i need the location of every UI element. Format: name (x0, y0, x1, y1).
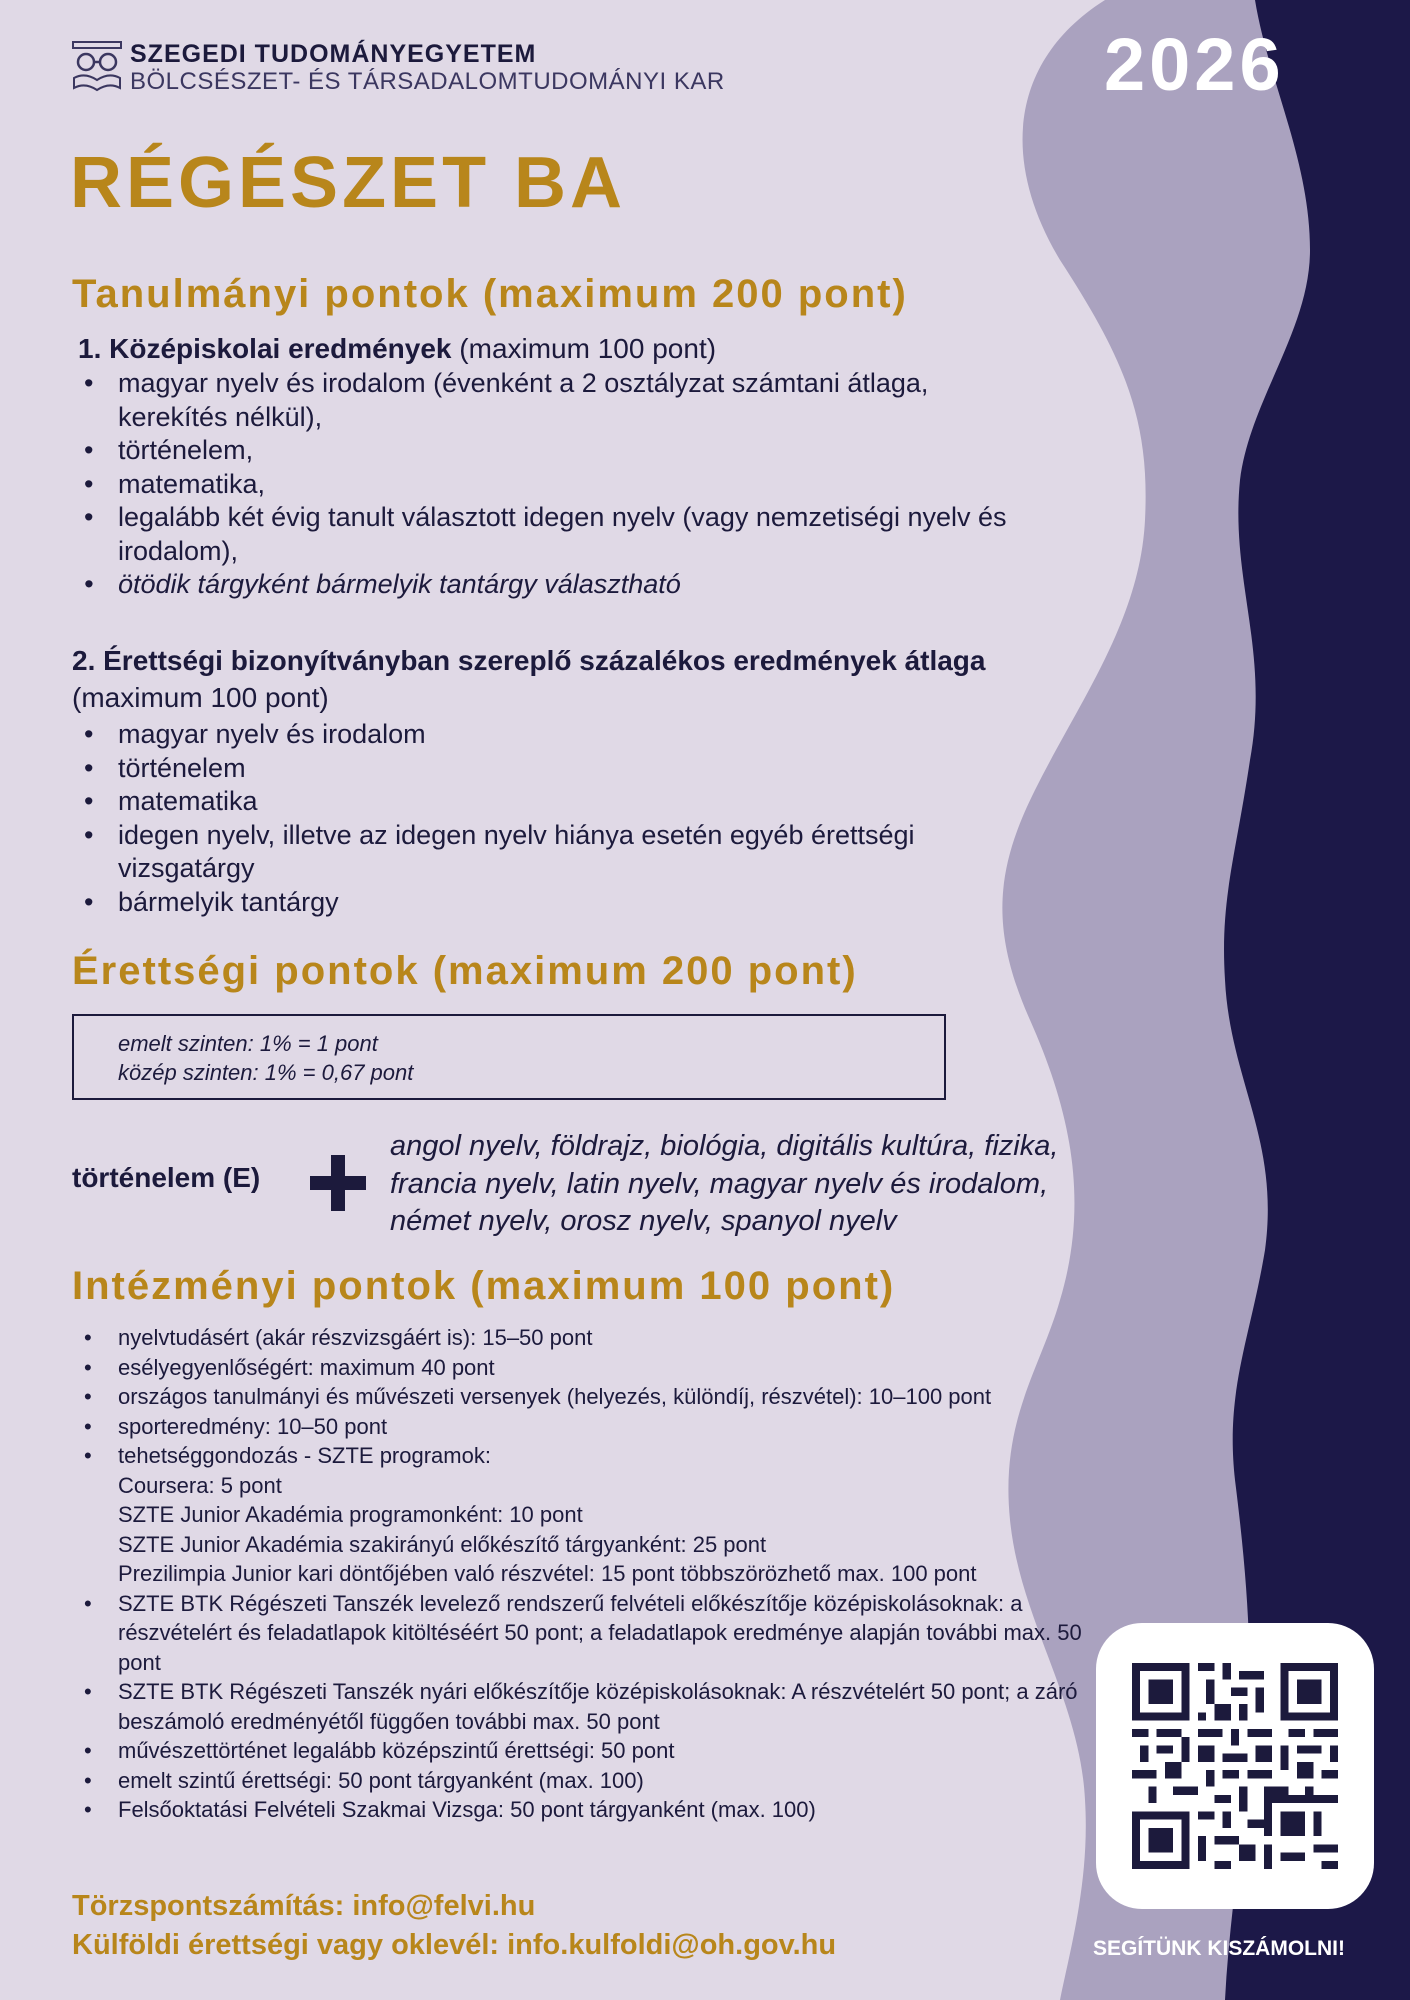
year: 2026 (1104, 23, 1285, 106)
qr-code-card[interactable] (1096, 1623, 1374, 1909)
list-item: • történelem (118, 752, 1028, 786)
university-logo[interactable] (70, 38, 725, 97)
exam-average-heading (72, 642, 1012, 716)
list-item: • SZTE BTK Régészeti Tanszék nyári előkészítője középiskolásoknak: A részvételért 50 pont; a záró beszámoló eredményétől függően további max. 50 pont (118, 1677, 1098, 1736)
advanced-level-rate: emelt szinten: 1% = 1 pont (118, 1031, 378, 1056)
list-item: • sporteredmény: 10–50 pont (118, 1412, 1098, 1442)
exam-points-heading: Érettségi pontok (maximum 200 pont) (72, 949, 858, 993)
list-item: • magyar nyelv és irodalom (118, 718, 1028, 752)
intermediate-level-rate: közép szinten: 1% = 0,67 pont (118, 1060, 414, 1085)
list-item: • emelt szintű érettségi: 50 pont tárgyanként (max. 100) (118, 1766, 1098, 1796)
list-item: • matematika, (118, 468, 1028, 502)
list-item: • matematika (118, 785, 1028, 819)
list-item: • országos tanulmányi és művészeti versenyek (helyezés, különdíj, részvétel): 10–100 pont (118, 1382, 1098, 1412)
list-item: • esélyegyenlőségért: maximum 40 pont (118, 1353, 1098, 1383)
list-item: • ötödik tárgyként bármelyik tantárgy választható (118, 568, 1028, 602)
list-item: • idegen nyelv, illetve az idegen nyelv hiánya esetén egyéb érettségi vizsgatárgy (118, 819, 1028, 886)
foreign-diploma-contact-link[interactable]: Külföldi érettségi vagy oklevél: info.kulfoldi@oh.gov.hu (72, 1929, 837, 1961)
list-item: • bármelyik tantárgy (118, 886, 1028, 920)
talent-program-label: • tehetséggondozás - SZTE programok: (118, 1443, 491, 1468)
talent-program-item (118, 1441, 1098, 1589)
list-item: • művészettörténet legalább középszintű érettségi: 50 pont (118, 1736, 1098, 1766)
talent-program-line: SZTE Junior Akadémia szakirányú előkészítő tárgyanként: 25 pont (118, 1531, 767, 1557)
list-item: • SZTE BTK Régészeti Tanszék levelező rendszerű felvételi előkészítője középiskolásoknak: a részvételért és feladatlapok kitöltéséért 50 pont; a feladatlapok eredménye alapján további max. 50 pont (118, 1589, 1098, 1678)
exam-average-max: (maximum 100 pont) (72, 682, 329, 713)
exam-points-box (72, 1014, 946, 1100)
university-logo-icon (70, 38, 124, 92)
list-item: • nyelvtudásért (akár részvizsgáért is): 15–50 pont (118, 1323, 1098, 1353)
institutional-points-list (82, 1323, 1098, 1825)
list-item: • legalább két évig tanult választott idegen nyelv (vagy nemzetiségi nyelv és irodalom), (118, 501, 1028, 568)
secondary-results-title: 1. Középiskolai eredmények (78, 333, 452, 364)
secondary-results-max: (maximum 100 pont) (451, 333, 717, 364)
qr-code-icon (1132, 1663, 1338, 1869)
list-item: • magyar nyelv és irodalom (évenként a 2 osztályzat számtani átlaga, kerekítés nélkül), (118, 367, 1028, 434)
page-title: RÉGÉSZET BA (70, 143, 627, 223)
university-name: SZEGEDI TUDOMÁNYEGYETEM (130, 40, 537, 68)
talent-program-line: Prezilimpia Junior kari döntőjében való részvétel: 15 pont többszörözhető max. 100 pont (118, 1561, 977, 1586)
list-item: • Felsőoktatási Felvételi Szakmai Vizsga: 50 pont tárgyanként (max. 100) (118, 1795, 1098, 1825)
felvi-contact-link[interactable]: Törzspontszámítás: info@felvi.hu (72, 1890, 536, 1922)
institutional-points-heading: Intézményi pontok (maximum 100 pont) (72, 1264, 896, 1308)
exam-average-list (82, 718, 1028, 919)
list-item: • történelem, (118, 434, 1028, 468)
secondary-results-heading (78, 330, 1018, 367)
secondary-results-list (82, 367, 1028, 602)
faculty-name: BÖLCSÉSZET- ÉS TÁRSADALOMTUDOMÁNYI KAR (130, 68, 725, 95)
study-points-heading: Tanulmányi pontok (maximum 200 pont) (72, 272, 908, 316)
help-calculate-label: SEGÍTÜNK KISZÁMOLNI! (1093, 1937, 1345, 1960)
plus-icon (310, 1155, 366, 1211)
talent-program-line: SZTE Junior Akadémia programonként: 10 pont (118, 1502, 583, 1527)
required-subject: történelem (E) (72, 1162, 261, 1193)
elective-subjects: angol nyelv, földrajz, biológia, digitális kultúra, fizika, francia nyelv, latin nyelv, magyar nyelv és irodalom, német nyelv, orosz nyelv, spanyol nyelv (390, 1130, 1059, 1237)
exam-average-title: 2. Érettségi bizonyítványban szereplő százalékos eredmények átlaga (72, 645, 986, 676)
talent-program-line: Coursera: 5 pont (118, 1472, 282, 1498)
